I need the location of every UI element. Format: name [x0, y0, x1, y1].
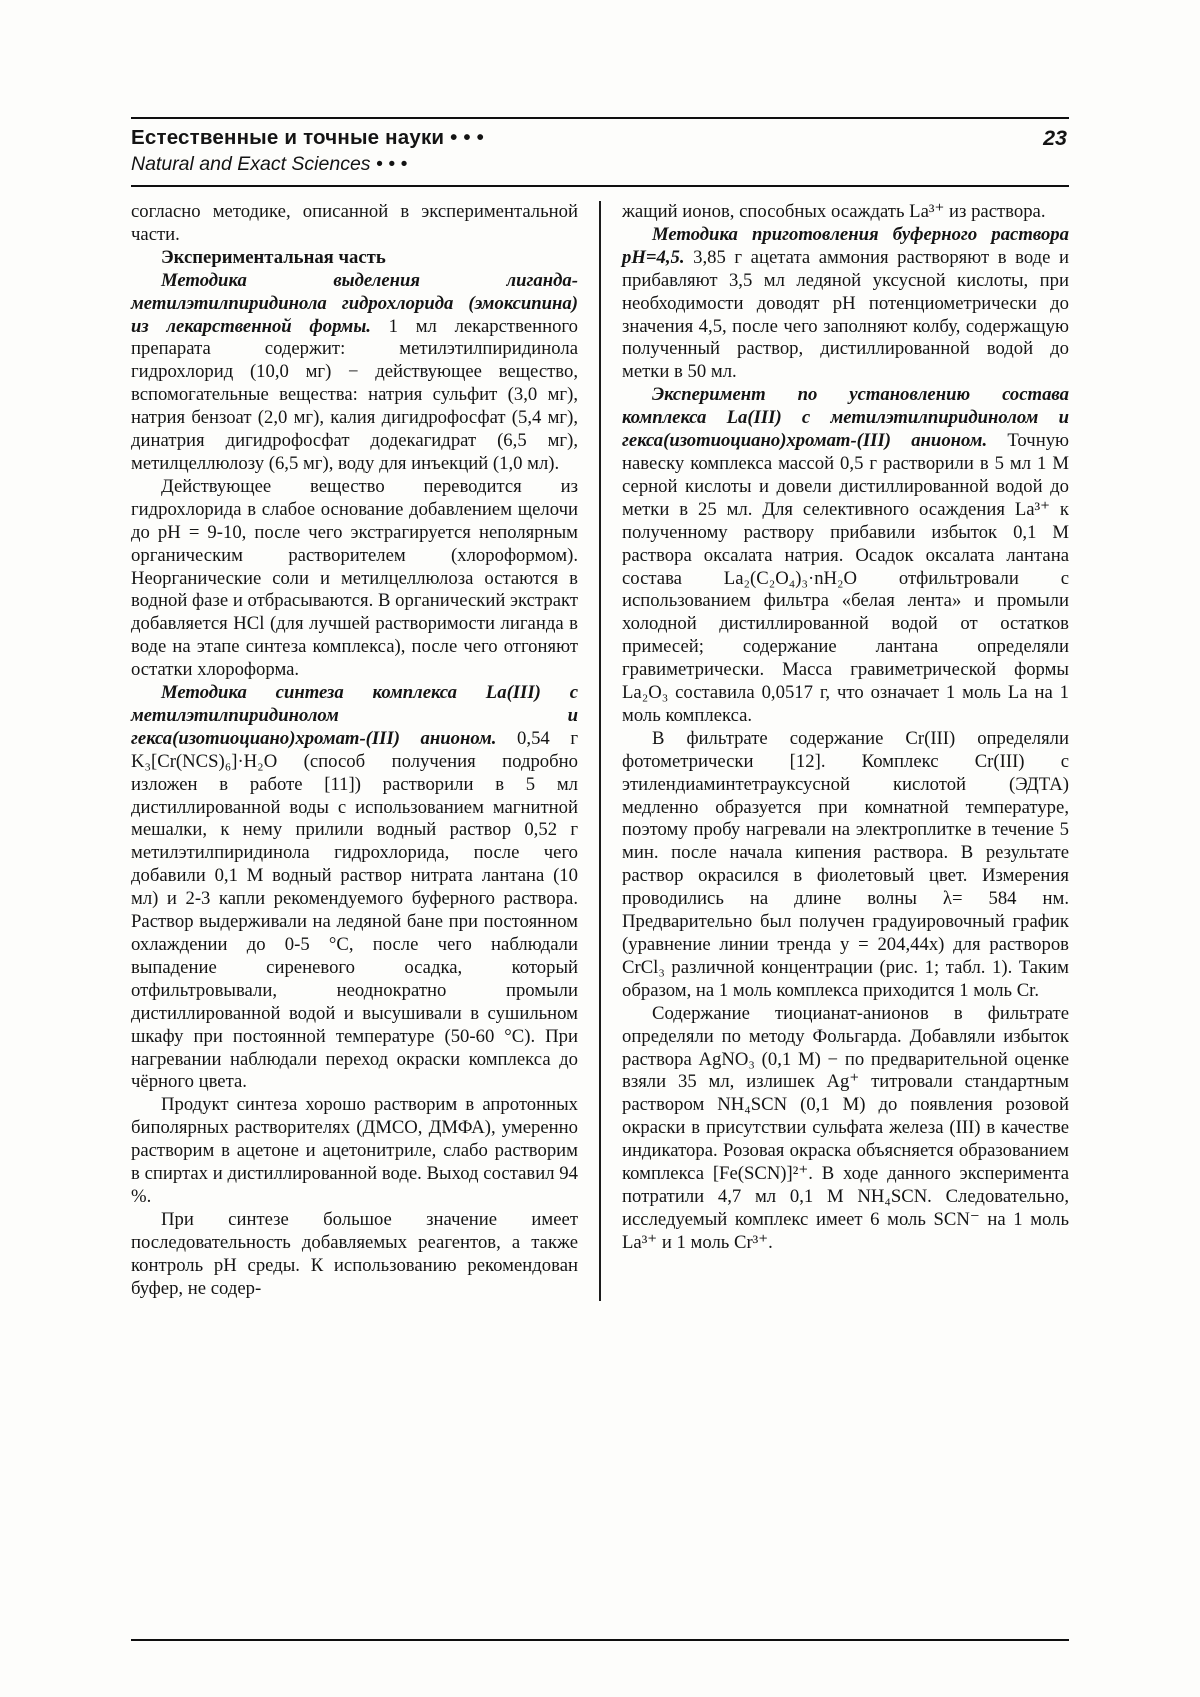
text-run-bolditalic: Эксперимент по установлению состава комплекса La(III) с метилэтилпиридинолом и гекса(изотиоциано)хромат-(III) анионом.: [622, 384, 1069, 452]
paragraph: [131, 1094, 578, 1209]
text-run-bold: Экспериментальная часть: [161, 246, 386, 268]
text-run-normal: 3,85 г ацетата аммония растворяют в воде и прибавляют 3,5 мл ледяной уксусной кислоты, при необходимости доводят pH потенциометрически до значения 4,5, после чего заполняют колбу, содержащую полученный раствор, дистиллированной водой до метки в 50 мл.: [622, 246, 1069, 383]
paragraph: [622, 1003, 1069, 1255]
page-header: [131, 117, 1069, 187]
section-titles: [131, 125, 484, 177]
text-run-normal: Действующее вещество переводится из гидрохлорида в слабое основание добавлением щелочи до pH = 9-10, после чего экстрагируется неполярным органическим растворителем (хлороформом). Неорганические соли и метилцеллюлоза остаются в водной фазе и отбрасываются. В органический экстракт добавляется HCl (для лучшей растворимости лиганда в воде на этапе синтеза комплекса), после чего отгоняют остатки хлороформа.: [131, 475, 578, 681]
page-number: 23: [1043, 126, 1067, 150]
paragraph: [131, 201, 578, 247]
right-column: [622, 201, 1069, 1301]
paragraph: [622, 224, 1069, 384]
text-run-normal: Содержание тиоцианат-анионов в фильтрате определяли по методу Фольгарда. Добавляли избыток раствора AgNO₃ (0,1 М) − по предварительной оценке взяли 35 мл, излишек Ag⁺ титровали стандартным раствором NH₄SCN (0,1 М) до появления розовой окраски в присутствии сульфата железа (III) в качестве индикатора. Розовая окраска объясняется образованием комплекса [Fe(SCN)]²⁺. В ходе данного эксперимента потратили 4,7 мл 0,1 М NH₄SCN. Следовательно, исследуемый комплекс имеет 6 моль SCN⁻ на 1 моль La³⁺ и 1 моль Cr³⁺.: [622, 1002, 1069, 1253]
paragraph: [131, 476, 578, 682]
text-run-normal: 1 мл лекарственного препарата содержит: метилэтилпиридинола гидрохлорид (10,0 мг) − действующее вещество, вспомогательные вещества: натрия сульфит (3,0 мг), натрия бензоат (2,0 мг), калия дигидрофосфат (5,4 мг), динатрия дигидрофосфат додекагидрат (6,5 мг), метилцеллюлозу (6,5 мг), воду для инъекций (1,0 мл).: [131, 315, 578, 474]
article-body: [131, 201, 1069, 1301]
paragraph: [622, 201, 1069, 224]
text-run-bolditalic: Методика приготовления буферного раствора pH=4,5.: [622, 223, 1069, 268]
column-divider: [599, 201, 601, 1301]
footer-rule: [131, 1639, 1069, 1641]
text-run-normal: Продукт синтеза хорошо растворим в апротонных биполярных растворителях (ДМСО, ДМФА), умеренно растворим в ацетоне и ацетонитриле, слабо растворим в спиртах и дистиллированной воде. Выход составил 94 %.: [131, 1094, 578, 1207]
text-run-normal: согласно методике, описанной в экспериментальной части.: [131, 201, 578, 245]
paragraph: [131, 1209, 578, 1301]
section-title-russian: Естественные и точные науки • • •: [131, 126, 485, 149]
left-column: [131, 201, 578, 1301]
text-run-normal: жащий ионов, способных осаждать La³⁺ из раствора.: [622, 201, 1046, 222]
paragraph: [131, 270, 578, 476]
paragraph: [622, 384, 1069, 728]
paragraph: [622, 728, 1069, 1003]
text-run-normal: В фильтрате содержание Cr(III) определяли фотометрически [12]. Комплекс Cr(III) с этилендиаминтетрауксусной кислотой (ЭДТА) медленно образуется при комнатной температуре, поэтому пробу нагревали на электроплитке в течение 5 мин. после начала кипения раствора. В результате раствор окрасился в фиолетовый цвет. Измерения проводились на длине волны λ= 584 нм. Предварительно был получен градуировочный график (уравнение линии тренда y = 204,44x) для растворов CrCl₃ различной концентрации (рис. 1; табл. 1). Таким образом, на 1 моль комплекса приходится 1 моль Cr.: [622, 727, 1069, 1001]
text-run-normal: При синтезе большое значение имеет последовательность добавляемых реагентов, а также контроль pH среды. К использованию рекомендован буфер, не содер-: [131, 1208, 578, 1299]
text-run-normal: Точную навеску комплекса массой 0,5 г растворили в 5 мл 1 М серной кислоты и довели дистиллированной водой до метки в 25 мл. Для селективного осаждения La³⁺ к полученному раствору прибавили избыток 0,1 М раствора оксалата натрия. Осадок оксалата лантана состава La₂(C₂O₄)₃·nH₂O отфильтровали с использованием фильтра «белая лента» и промыли холодной дистиллированной водой от остатков примесей; содержание лантана определяли гравиметрически. Масса гравиметрической формы La₂O₃ составила 0,0517 г, что означает 1 моль La на 1 моль комплекса.: [622, 430, 1069, 726]
paragraph: [131, 682, 578, 1094]
text-run-bolditalic: Методика синтеза комплекса La(III) с метилэтилпиридинолом и гекса(изотиоциано)хромат-(III) анионом.: [131, 682, 578, 749]
text-run-normal: 0,54 г K₃[Cr(NCS)₆]·H₂O (способ получения подробно изложен в работе [11]) растворили в 5 мл дистиллированной воды с использованием магнитной мешалки, к нему прилили водный раствор 0,52 г метилэтилпиридинола гидрохлорида, после чего добавили 0,1 М водный раствор нитрата лантана (10 мл) и 2-3 капли рекомендуемого буферного раствора. Раствор выдерживали на ледяной бане при постоянном охлаждении до 0-5 °С, после чего наблюдали выпадение сиреневого осадка, который отфильтровывали, неоднократно промыли дистиллированной водой и высушивали в сушильном шкафу при постоянной температуре (50-60 °С). При нагревании наблюдали переход окраски комплекса до чёрного цвета.: [131, 727, 578, 1093]
section-title-english: Natural and Exact Sciences • • •: [131, 153, 408, 175]
text-run-bolditalic: Методика выделения лиганда-метилэтилпиридинола гидрохлорида (эмоксипина) из лекарственной формы.: [131, 269, 578, 337]
paragraph: [131, 247, 578, 270]
